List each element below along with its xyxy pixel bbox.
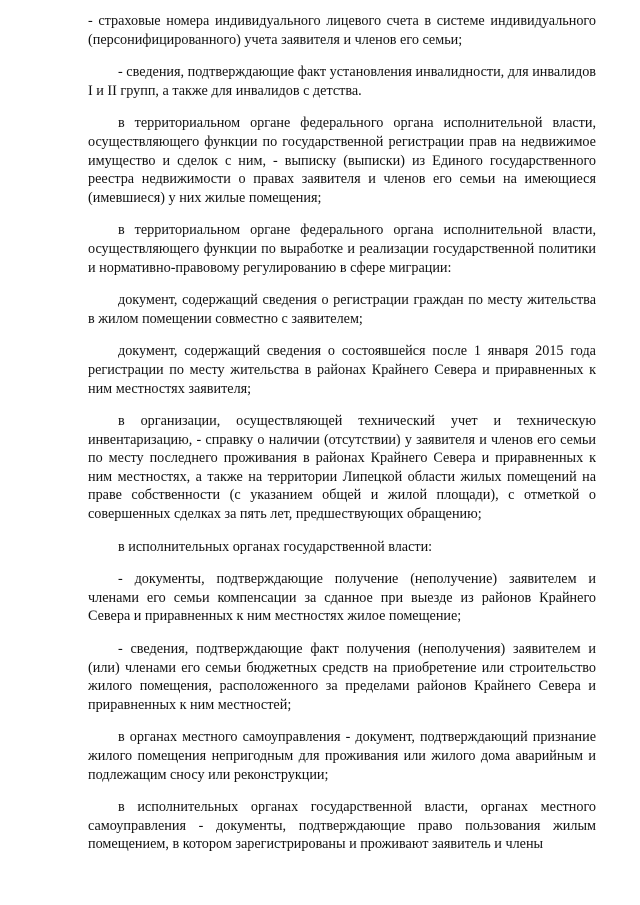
paragraph-registration-document: документ, содержащий сведения о регистрации граждан по месту жительства в жилом помещении совместно с заявителем; xyxy=(88,292,596,327)
paragraph-budget-funds: - сведения, подтверждающие факт получения (неполучения) заявителем и (или) членами его семьи бюджетных средств на приобретение или строительство жилого помещения, расположенного за пределами районов Крайнего Севера и приравненных к ним местностей; xyxy=(88,641,596,713)
document-body xyxy=(88,12,596,868)
paragraph-right-of-use: в исполнительных органах государственной власти, органах местного самоуправления - документы, подтверждающие право пользования жилым помещением, в котором зарегистрированы и проживают заявитель и члены xyxy=(88,799,596,853)
paragraph-north-registration: документ, содержащий сведения о состоявшейся после 1 января 2015 года регистрации по месту жительства в районах Крайнего Севера и приравненных к ним местностях заявителя; xyxy=(88,343,596,397)
paragraph-compensation-documents: - документы, подтверждающие получение (неполучение) заявителем и членами его семьи компенсации за сданное при выезде из районов Крайнего Севера и приравненных к ним местностях жилое помещение; xyxy=(88,571,596,625)
paragraph-executive-authorities: в исполнительных органах государственной власти: xyxy=(118,538,433,555)
paragraph-migration-authority: в территориальном органе федерального органа исполнительной власти, осуществляющего функции по выработке и реализации государственной политики и нормативно-правовому регулированию в сфере миграции: xyxy=(88,222,596,276)
paragraph-technical-inventory: в организации, осуществляющей технический учет и техническую инвентаризацию, - справку о наличии (отсутствии) у заявителя и членов его семьи по месту последнего проживания в районах Крайнего Севера и приравненных к ним местностях, а также на территории Липецкой области жилых помещений на праве собственности (с указанием общей и жилой площади), с отметкой о совершенных сделках за пять лет, предшествующих обращению; xyxy=(88,413,596,523)
paragraph-registry-extract: в территориальном органе федерального органа исполнительной власти, осуществляющего функции по государственной регистрации прав на недвижимое имущество и сделок с ним, - выписку (выписки) из Единого государственного реестра недвижимости о правах заявителя и членов его семьи на имеющиеся (имевшиеся) у них жилые помещения; xyxy=(88,115,596,206)
paragraph-disability-info: - сведения, подтверждающие факт установления инвалидности, для инвалидов I и II групп, а также для инвалидов с детства. xyxy=(88,64,596,99)
paragraph-insurance-numbers: - страховые номера индивидуального лицевого счета в системе индивидуального (персонифицированного) учета заявителя и членов его семьи; xyxy=(88,13,596,48)
paragraph-local-government: в органах местного самоуправления - документ, подтверждающий признание жилого помещения непригодным для проживания или жилого дома аварийным и подлежащим сносу или реконструкции; xyxy=(88,729,596,783)
